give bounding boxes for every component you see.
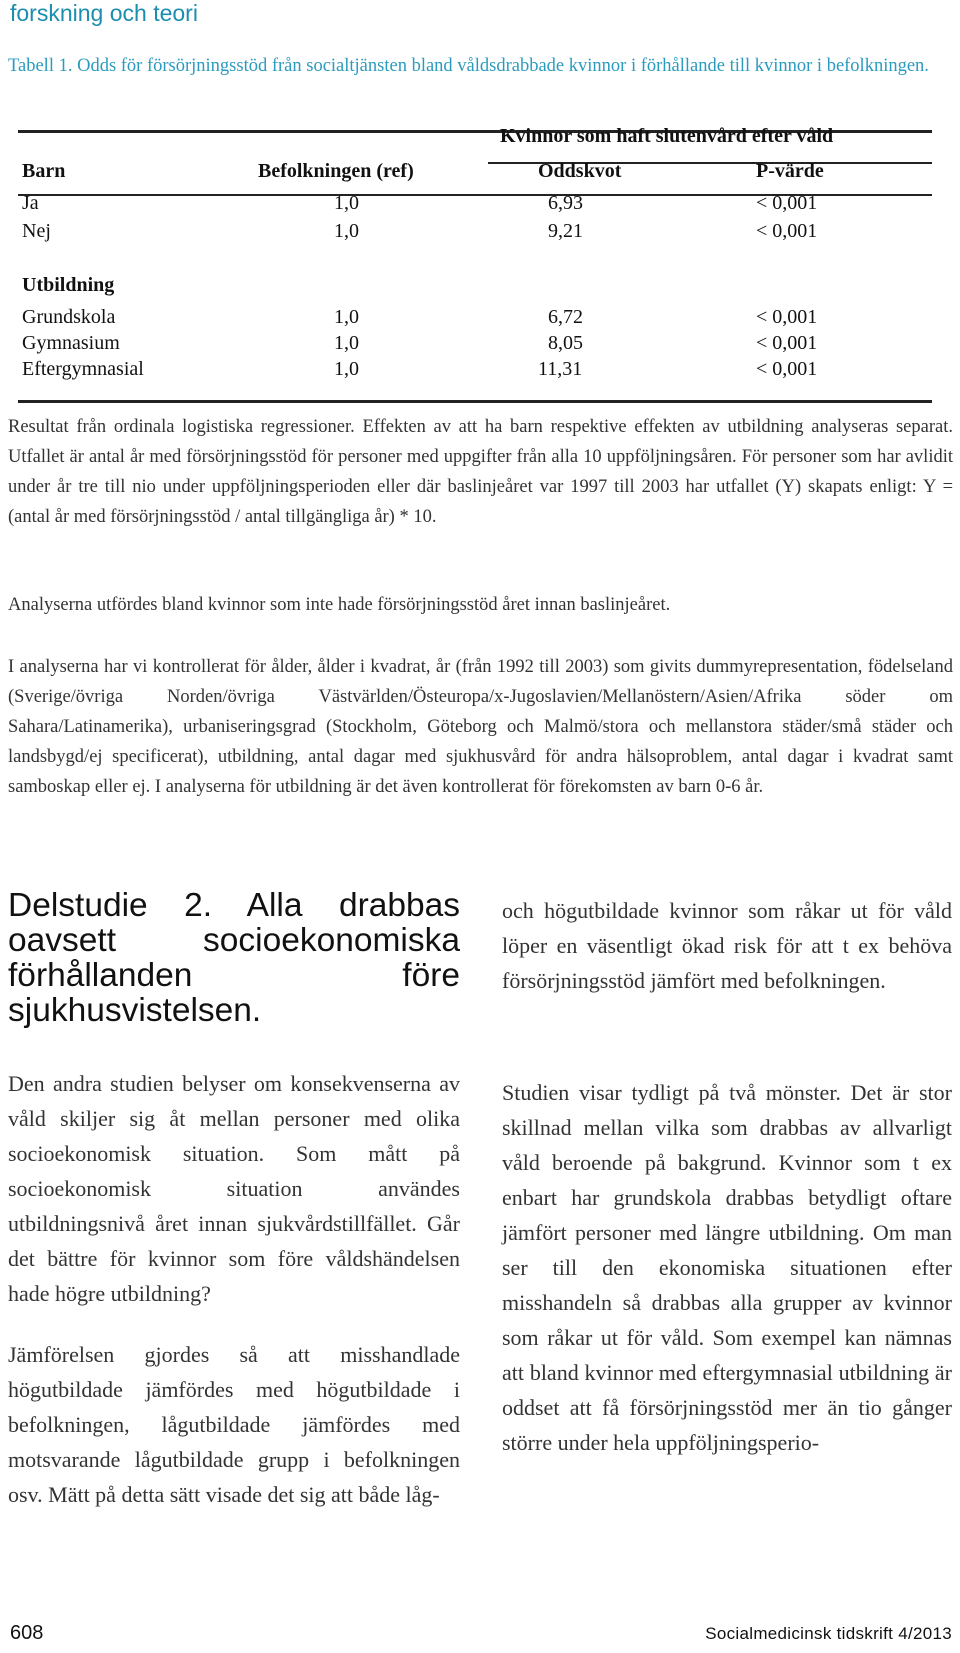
table-note-method: Resultat från ordinala logistiska regressioner. Effekten av att ha barn respektive effekten av utbildning analyseras separat. Utfallet är antal år med försörjningsstöd för personer med uppgifter från alla 10 uppföljningsåren. För personer som har avlidit under år tre till nio under uppföljningsperioden eller där baslinjeåret var 1997 till 2003 har utfallet (Y) skapats enligt: Y = (antal år med försörjningsstöd / antal tillgängliga år) * 10. bbox=[8, 417, 953, 527]
section-heading: forskning och teori bbox=[10, 0, 198, 26]
table-header-ref: Befolkningen (ref) bbox=[258, 160, 414, 182]
table-notes-population bbox=[8, 590, 953, 620]
row-ref: 1,0 bbox=[334, 332, 359, 354]
row-ref: 1,0 bbox=[334, 358, 359, 380]
row-label: Grundskola bbox=[22, 306, 116, 328]
table-header-odds: Oddskvot bbox=[538, 160, 622, 182]
table-note-population: Analyserna utfördes bland kvinnor som inte hade försörjningsstöd året innan baslinjeåret. bbox=[8, 595, 671, 615]
row-p: < 0,001 bbox=[756, 220, 818, 242]
row-odds: 11,31 bbox=[538, 358, 583, 380]
row-odds: 6,72 bbox=[548, 306, 583, 328]
table-note-controls: I analyserna har vi kontrollerat för ålder, ålder i kvadrat, år (från 1992 till 2003) som givits dummyrepresentation, födelseland (Sverige/övriga Norden/övriga Västvärlden/Östeuropa/x-Jugoslavien/Mellanöstern/Asien/Afrika söder om Sahara/Latinamerika), urbaniseringsgrad (Stockholm, Göteborg och Malmö/stora och mellanstora städer/små städer och landsbygd/ej specificerat), utbildning, antal dagar med sjukhusvård för andra hälsoproblem, antal dagar i kvadrat samt samboskap eller ej. I analyserna för utbildning är det även kontrollerat för förekomsten av barn 0-6 år. bbox=[8, 657, 953, 797]
article-right-column bbox=[502, 893, 952, 998]
row-label: Nej bbox=[22, 220, 51, 242]
row-p: < 0,001 bbox=[756, 332, 818, 354]
table-subheader-utbildning: Utbildning bbox=[22, 274, 115, 296]
article-paragraph: Den andra studien belyser om konsekvenserna av våld skiljer sig åt mellan personer med olika socioekonomisk situation. Som mått på socioekonomisk situation användes utbildningsnivå året innan sjukvårdstillfället. Går det bättre för kvinnor som före våldshändelsen hade högre utbildning? bbox=[8, 1071, 460, 1306]
page-number: 608 bbox=[10, 1622, 44, 1644]
row-p: < 0,001 bbox=[756, 306, 818, 328]
row-label: Ja bbox=[22, 192, 39, 214]
row-ref: 1,0 bbox=[334, 192, 359, 214]
row-odds: 6,93 bbox=[548, 192, 583, 214]
article-left-column bbox=[8, 1066, 460, 1311]
table-header-p: P-värde bbox=[756, 160, 824, 182]
journal-name: Socialmedicinsk tidskrift 4/2013 bbox=[705, 1624, 952, 1643]
odds-table bbox=[18, 122, 932, 404]
article-lead-heading: Delstudie 2. Alla drabbas oavsett socioekonomiska förhållanden före sjukhusvistelsen. bbox=[8, 887, 460, 1029]
article-paragraph: Studien visar tydligt på två mönster. Det är stor skillnad mellan vilka som drabbas av allvarligt våld beroende på bakgrund. Kvinnor som t ex enbart har grundskola drabbas betydligt oftare jämfört personer med längre utbildning. Om man ser till den ekonomiska situationen efter misshandeln så drabbas alla grupper av kvinnor som råkar ut för våld. Som exempel kan nämnas att bland kvinnor med eftergymnasial utbildning är oddset att få försörjningsstöd mer än tio gånger större under hela uppföljningsperio- bbox=[502, 1080, 952, 1455]
row-label: Gymnasium bbox=[22, 332, 120, 354]
row-ref: 1,0 bbox=[334, 306, 359, 328]
article-left-column-2 bbox=[8, 1337, 460, 1512]
table-caption: Tabell 1. Odds för försörjningsstöd från socialtjänsten bland våldsdrabbade kvinnor i förhållande till kvinnor i befolkningen. bbox=[8, 56, 929, 76]
row-p: < 0,001 bbox=[756, 192, 818, 214]
article-paragraph: och högutbildade kvinnor som råkar ut för våld löper en väsentligt ökad risk för att t ex behöva försörjningsstöd jämfört med befolkningen. bbox=[502, 898, 952, 993]
row-p: < 0,001 bbox=[756, 358, 818, 380]
row-odds: 9,21 bbox=[548, 220, 583, 242]
row-label: Eftergymnasial bbox=[22, 358, 144, 380]
table-header-barn: Barn bbox=[22, 160, 66, 182]
table-bottom-rule bbox=[18, 400, 932, 403]
table-group-header: Kvinnor som haft slutenvård efter våld bbox=[500, 125, 834, 147]
row-ref: 1,0 bbox=[334, 220, 359, 242]
row-odds: 8,05 bbox=[548, 332, 583, 354]
article-paragraph: Jämförelsen gjordes så att misshandlade högutbildade jämfördes med högutbildade i befolkningen, lågutbildade jämfördes med motsvarande lågutbildade grupp i befolkningen osv. Mätt på detta sätt visade det sig att både låg- bbox=[8, 1342, 460, 1507]
table-notes-controls bbox=[8, 652, 953, 802]
article-right-column-2 bbox=[502, 1075, 952, 1460]
table-notes bbox=[8, 412, 953, 532]
